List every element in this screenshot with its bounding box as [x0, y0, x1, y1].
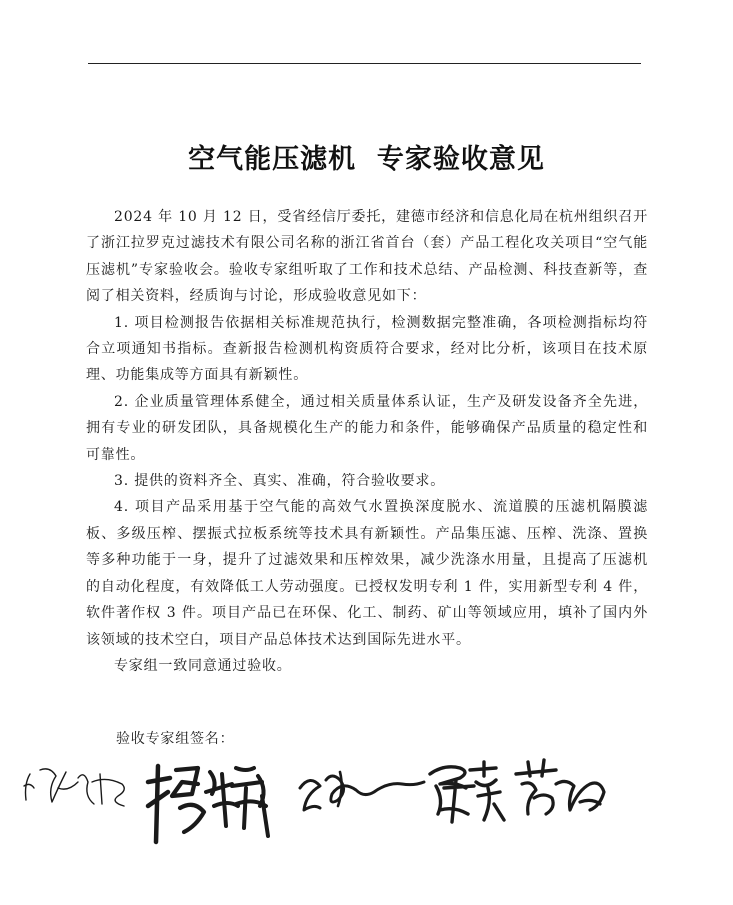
- opinion-item-4: 4. 项目产品采用基于空气能的高效气水置换深度脱水、流道膜的压滤机隔膜滤板、多级压榨、摆振式拉板系统等技术具有新颖性。产品集压滤、压榨、洗涤、置换等多种功能于一身，提升了过滤效果和压榨效果，减少洗涤水用量，且提高了压滤机的自动化程度，有效降低工人劳动强度。已授权发明专利 1 件，实用新型专利 4 件，软件著作权 3 件。项目产品已在环保、化工、制药、矿山等领域应用，填补了国内外该领域的技术空白，项目产品总体技术达到国际先进水平。: [86, 499, 648, 648]
- intro-paragraph: 2024 年 10 月 12 日，受省经信厅委托，建德市经济和信息化局在杭州组织召开了浙江拉罗克过滤技术有限公司名称的浙江省首台（套）产品工程化攻关项目“空气能压滤机”专家验收会。验收专家组听取了工作和技术总结、产品检测、科技查新等，查阅了相关资料，经质询与讨论，形成验收意见如下：: [86, 209, 648, 305]
- signature-area: [0, 752, 733, 852]
- signature-label: 验收专家组签名：: [116, 731, 235, 747]
- signature-5: [516, 760, 604, 814]
- opinion-item-2: 2. 企业质量管理体系健全，通过相关质量体系认证，生产及研发设备齐全先进，拥有专业的研发团队，具备规模化生产的能力和条件，能够确保产品质量的稳定性和可靠性。: [86, 393, 648, 463]
- handwritten-signatures: [0, 752, 733, 852]
- conclusion-paragraph: 专家组一致同意通过验收。: [114, 657, 292, 674]
- document-title: 空气能压滤机 专家验收意见: [188, 144, 545, 175]
- signature-3: [300, 772, 424, 810]
- document-body: [86, 204, 648, 679]
- opinion-item-3: 3. 提供的资料齐全、真实、准确，符合验收要求。: [114, 473, 446, 490]
- header-rule: [88, 63, 641, 64]
- opinion-item-1: 1. 项目检测报告依据相关标准规范执行，检测数据完整准确，各项检测指标均符合立项通知书指标。查新报告检测机构资质符合要求，经对比分析，该项目在技术原理、功能集成等方面具有新颖性。: [86, 314, 648, 384]
- signature-4: [430, 762, 504, 822]
- signature-1: [24, 769, 124, 806]
- signature-2: [148, 766, 268, 842]
